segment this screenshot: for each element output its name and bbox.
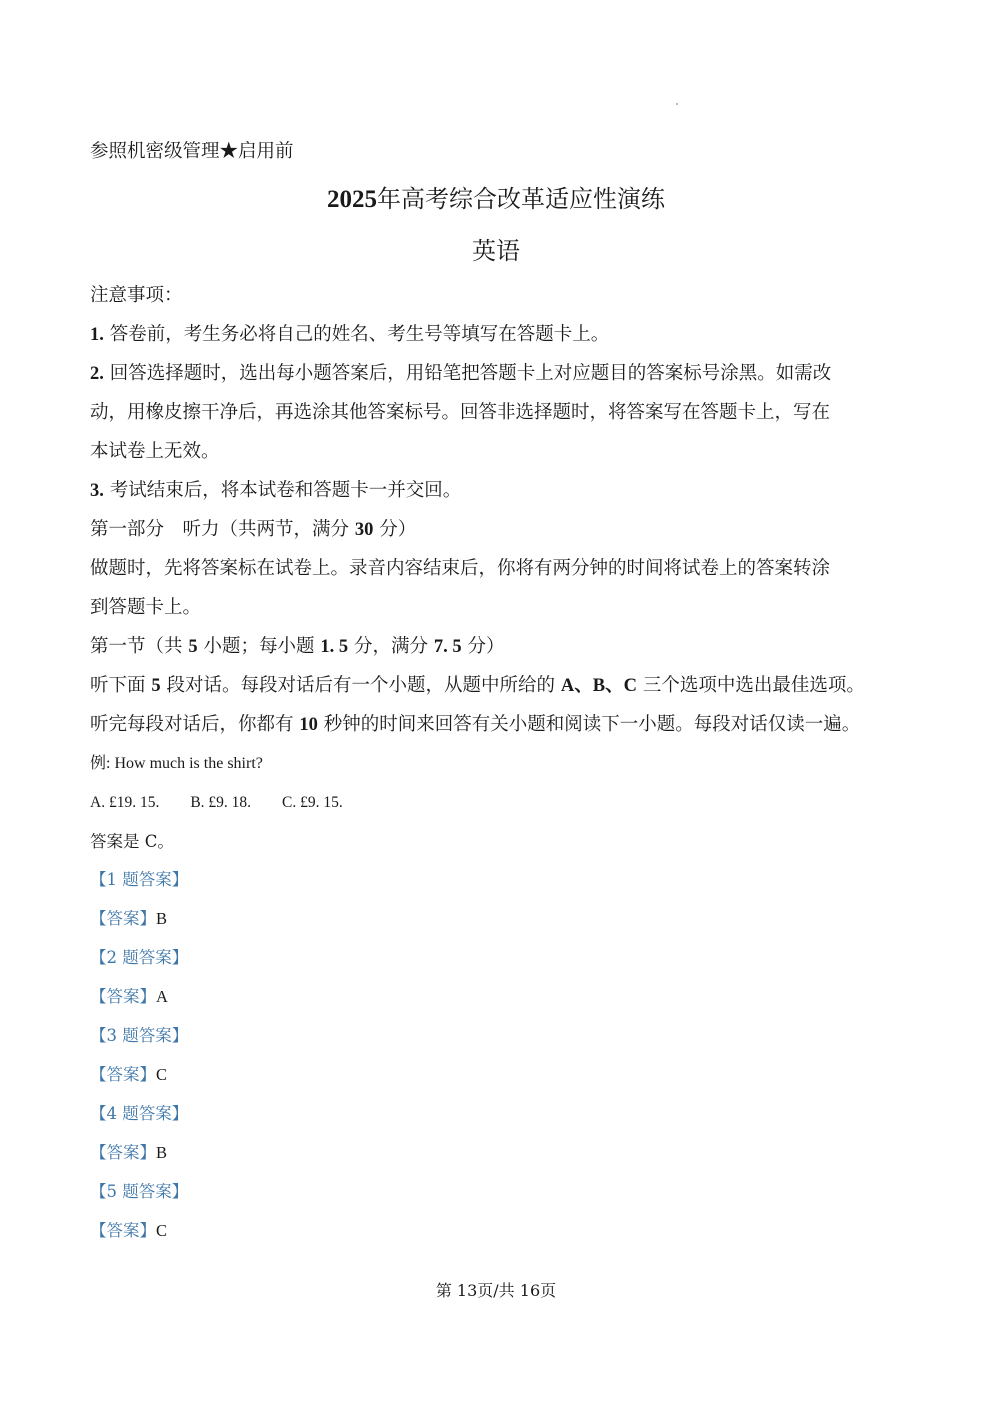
answer-5-value: C <box>156 1221 168 1240</box>
answer-1-value: B <box>156 909 168 928</box>
section1-heading-d: 分） <box>461 636 505 657</box>
part1-score: 30 <box>354 520 374 540</box>
answer-5 <box>90 1220 167 1242</box>
question-4-answer-label: 【4 题答案】 <box>90 1104 189 1123</box>
section1-line2-a: 听完每段对话后，你都有 <box>90 714 300 735</box>
part1-heading-text: 第一部分 听力（共两节，满分 <box>90 519 355 540</box>
section1-total-score: 7. 5 <box>433 637 462 657</box>
notice-item-2-line-2: 动，用橡皮擦干净后，再选涂其他答案标号。回答非选择题时，将答案写在答题卡上，写在 <box>90 402 831 423</box>
question-2-answer-label: 【2 题答案】 <box>90 948 189 967</box>
section1-each-score: 1. 5 <box>320 637 349 657</box>
example-question <box>90 752 263 776</box>
answer-4-label: 【答案】 <box>90 1143 156 1162</box>
part1-instruction-line-2: 到答题卡上。 <box>90 597 202 618</box>
example-answer: 答案是 C。 <box>90 832 174 851</box>
notice-item-3-num: 3. <box>90 481 104 501</box>
answer-2-label: 【答案】 <box>90 987 156 1006</box>
page-number: 第 13页/共 16页 <box>435 1281 557 1300</box>
question-5-answer-label: 【5 题答案】 <box>90 1182 189 1201</box>
answer-3-label: 【答案】 <box>90 1065 156 1084</box>
section1-line1-c: 三个选项中选出最佳选项。 <box>636 675 865 696</box>
section1-heading-b: 小题；每小题 <box>197 636 321 657</box>
section1-count: 5 <box>188 637 198 657</box>
notice-heading: 注意事项： <box>90 285 183 306</box>
part1-instruction-line-1: 做题时，先将答案标在试卷上。录音内容结束后，你将有两分钟的时间将试卷上的答案转涂 <box>90 558 831 579</box>
question-1-answer-label: 【1 题答案】 <box>90 870 189 889</box>
section1-line1-count: 5 <box>151 676 161 696</box>
notice-item-1 <box>90 323 609 347</box>
answer-3-value: C <box>156 1065 168 1084</box>
section1-heading-a: 第一节（共 <box>90 636 189 657</box>
example-question-text: How much is the shirt? <box>114 755 263 772</box>
example-prefix: 例: <box>90 755 115 772</box>
question-3-answer-label: 【3 题答案】 <box>90 1026 189 1045</box>
section1-line1-b: 段对话。每段对话后有一个小题，从题中所给的 <box>160 675 561 696</box>
answer-2 <box>90 986 168 1008</box>
notice-item-1-num: 1. <box>90 325 104 345</box>
section1-heading-c: 分，满分 <box>348 636 434 657</box>
notice-item-2-line-3: 本试卷上无效。 <box>90 441 220 462</box>
notice-item-3 <box>90 479 461 503</box>
subject-title: 英语 <box>472 237 520 265</box>
section1-line1-options: A、B、C <box>560 676 637 696</box>
section1-line2-b: 秒钟的时间来回答有关小题和阅读下一小题。每段对话仅读一遍。 <box>317 714 861 735</box>
section1-instruction-line-1 <box>90 674 865 698</box>
answer-4 <box>90 1142 167 1164</box>
answer-5-label: 【答案】 <box>90 1221 156 1240</box>
example-options: A. £19. 15. B. £9. 18. C. £9. 15. <box>90 794 343 811</box>
title-year: 2025 <box>327 186 377 213</box>
answer-1-label: 【答案】 <box>90 909 156 928</box>
part1-heading <box>90 518 416 542</box>
notice-item-2-num: 2. <box>90 364 104 384</box>
section1-line2-seconds: 10 <box>299 715 318 735</box>
scan-speck <box>676 103 678 105</box>
section1-line1-a: 听下面 <box>90 675 152 696</box>
notice-item-2-line-1: 回答选择题时，选出每小题答案后，用铅笔把答题卡上对应题目的答案标号涂黑。如需改 <box>109 363 832 384</box>
document-title <box>0 184 992 215</box>
notice-item-2 <box>90 362 831 386</box>
section1-heading <box>90 635 505 659</box>
title-text: 年高考综合改革适应性演练 <box>377 185 665 213</box>
notice-item-1-text: 答卷前，考生务必将自己的姓名、考生号等填写在答题卡上。 <box>109 324 610 345</box>
answer-1 <box>90 908 167 930</box>
answer-2-value: A <box>156 987 168 1006</box>
section1-instruction-line-2 <box>90 713 860 737</box>
answer-3 <box>90 1064 167 1086</box>
answer-4-value: B <box>156 1143 168 1162</box>
confidentiality-label: 参照机密级管理★启用前 <box>90 141 294 162</box>
notice-item-3-text: 考试结束后，将本试卷和答题卡一并交回。 <box>109 480 462 501</box>
part1-heading-end: 分） <box>373 519 417 540</box>
